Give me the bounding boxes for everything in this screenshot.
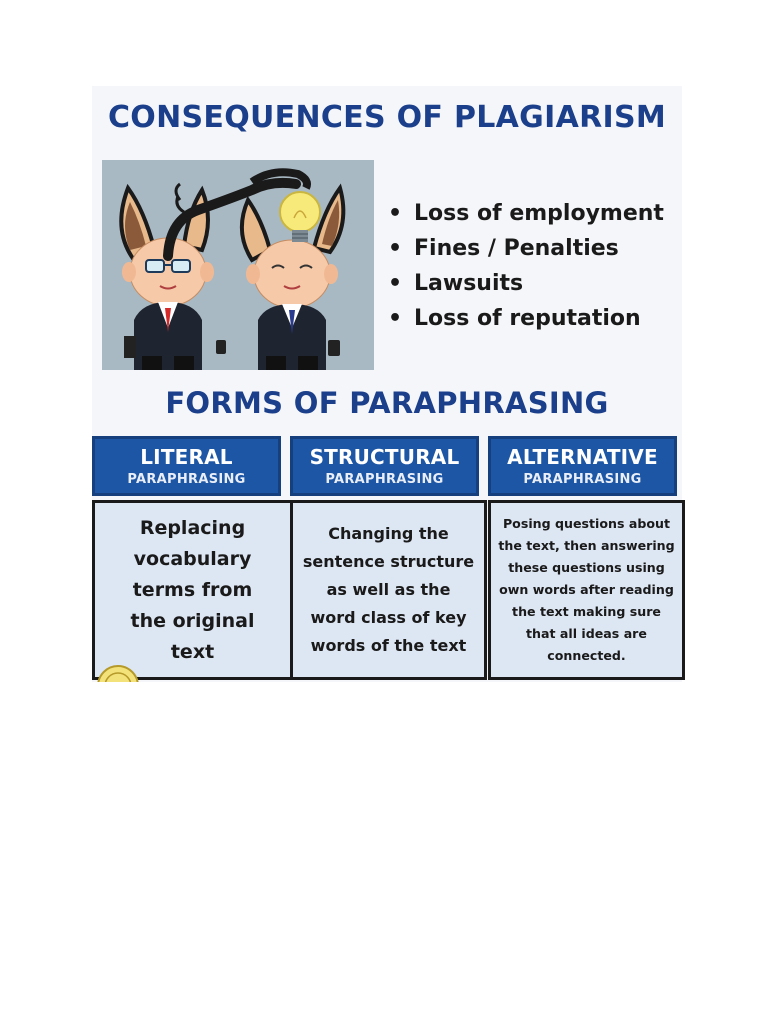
literal-header: LITERAL PARAPHRASING: [92, 436, 281, 496]
structural-header: STRUCTURAL PARAPHRASING: [290, 436, 479, 496]
list-item: • Loss of employment: [388, 196, 664, 231]
list-item: • Fines / Penalties: [388, 231, 664, 266]
consequences-title: CONSEQUENCES OF PLAGIARISM: [107, 100, 667, 135]
seal-logo: [92, 664, 142, 682]
bullet-icon: •: [388, 236, 403, 261]
bullet-icon: •: [388, 306, 403, 331]
alternative-description: Posing questions about the text, then answering these questions using own words after reading the text making sure that all ideas are connected.: [488, 500, 685, 680]
bullet-icon: •: [388, 201, 403, 226]
consequences-list: [388, 196, 664, 336]
left-businessman: [121, 188, 226, 370]
structural-description: Changing the sentence structure as well as the word class of key words of the text: [290, 500, 487, 680]
paraphrasing-title: FORMS OF PARAPHRASING: [165, 386, 609, 420]
list-item: • Loss of reputation: [388, 301, 664, 336]
slide-sheet: [92, 86, 682, 682]
list-item: • Lawsuits: [388, 266, 664, 301]
two-businessmen-illustration: [102, 160, 374, 370]
light-bulb-icon: [280, 192, 320, 242]
bullet-icon: •: [388, 271, 403, 296]
literal-description: Replacing vocabulary terms from the original text: [92, 500, 293, 680]
alternative-header: ALTERNATIVE PARAPHRASING: [488, 436, 677, 496]
two-businessmen-idea-icon: [102, 160, 374, 370]
